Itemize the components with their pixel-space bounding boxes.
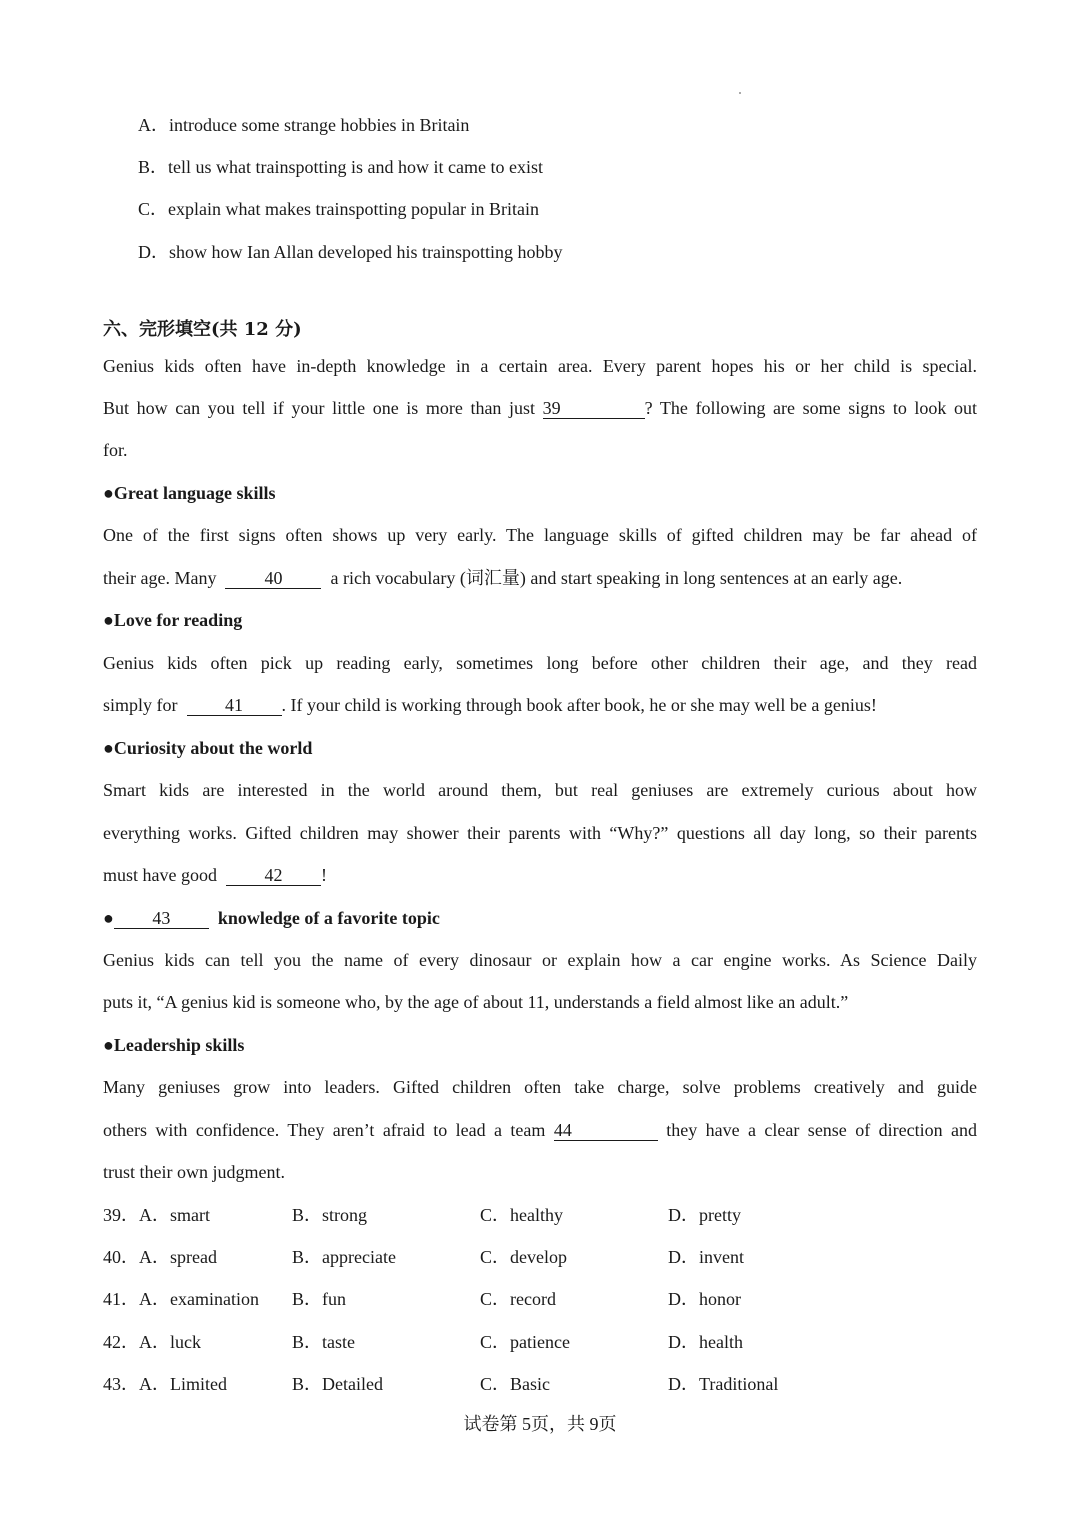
scan-dot	[739, 92, 741, 94]
blank-42: 42	[226, 865, 321, 886]
para1-line3: for.	[103, 440, 128, 460]
choice-b: B．fun	[292, 1289, 346, 1309]
choice-c: C．healthy	[480, 1205, 563, 1225]
blank-40: 40	[225, 568, 321, 589]
choice-c: C．develop	[480, 1247, 567, 1267]
para1-line2: But how can you tell if your little one is more than just 39 ? The following are some signs to look out	[103, 398, 977, 418]
para5-line2: puts it, “A genius kid is someone who, by the age of about 11, understands a field almost like an adult.”	[103, 992, 849, 1012]
section-title: 六、完形填空(共 12 分)	[103, 319, 302, 340]
question-42: 42． A．luck B．taste C．patience D．health	[103, 1332, 743, 1352]
blank-44: 44	[554, 1120, 658, 1141]
choice-a: A．Limited	[139, 1374, 227, 1394]
choice-b: B．strong	[292, 1205, 368, 1225]
para3-line2: simply for 41 . If your child is working through book after book, he or she may well be a genius!	[103, 695, 877, 715]
choice-a: A．smart	[139, 1205, 210, 1225]
para1-line1: Genius kids often have in-depth knowledge in a certain area. Every parent hopes his or her child is special.	[103, 356, 977, 376]
heading-leadership: ●Leadership skills	[103, 1035, 245, 1055]
question-41: 41． A．examination B．fun C．record D．honor	[103, 1289, 741, 1309]
choice-c: C．Basic	[480, 1374, 550, 1394]
choice-d: D．Traditional	[668, 1374, 779, 1394]
option-d: D．show how Ian Allan developed his trainspotting hobby	[138, 242, 563, 262]
question-40: 40． A．spread B．appreciate C．develop D．invent	[103, 1247, 744, 1267]
para4-line3: must have good 42 !	[103, 865, 327, 885]
page-footer: 试卷第 5页，共 9页	[463, 1414, 617, 1434]
choice-a: A．luck	[139, 1332, 201, 1352]
choice-c: C．patience	[480, 1332, 570, 1352]
blank-41: 41	[187, 695, 282, 716]
para4-line1: Smart kids are interested in the world around them, but real geniuses are extremely curious about how	[103, 780, 977, 800]
para3-line1: Genius kids often pick up reading early, sometimes long before other children their age, and they read	[103, 653, 977, 673]
heading-knowledge: ● 43 knowledge of a favorite topic	[103, 908, 440, 928]
heading-reading: ●Love for reading	[103, 610, 243, 630]
para6-line2: others with confidence. They aren’t afraid to lead a team 44 they have a clear sense of direction and	[103, 1120, 978, 1140]
question-39: 39． A．smart B．strong C．healthy D．pretty	[103, 1205, 741, 1225]
blank-43: 43	[114, 908, 209, 929]
choice-b: B．taste	[292, 1332, 355, 1352]
choice-b: B．Detailed	[292, 1374, 383, 1394]
option-b: B．tell us what trainspotting is and how it came to exist	[138, 157, 543, 177]
para5-line1: Genius kids can tell you the name of every dinosaur or explain how a car engine works. As Science Daily	[103, 950, 977, 970]
para2-line1: One of the first signs often shows up very early. The language skills of gifted children may be far ahead of	[103, 525, 977, 545]
choice-c: C．record	[480, 1289, 556, 1309]
choice-a: A．examination	[139, 1289, 259, 1309]
choice-b: B．appreciate	[292, 1247, 396, 1267]
option-c: C．explain what makes trainspotting popular in Britain	[138, 199, 539, 219]
choice-a: A．spread	[139, 1247, 217, 1267]
para6-line1: Many geniuses grow into leaders. Gifted children often take charge, solve problems creatively and guide	[103, 1077, 977, 1097]
choice-d: D．honor	[668, 1289, 741, 1309]
option-a: A．introduce some strange hobbies in Britain	[138, 115, 470, 135]
heading-curiosity: ●Curiosity about the world	[103, 738, 313, 758]
para6-line3: trust their own judgment.	[103, 1162, 285, 1182]
choice-d: D．health	[668, 1332, 743, 1352]
para4-line2: everything works. Gifted children may shower their parents with “Why?” questions all day long, so their parents	[103, 823, 977, 843]
heading-language: ●Great language skills	[103, 483, 276, 503]
para2-line2: their age. Many 40 a rich vocabulary (词汇量) and start speaking in long sentences at an early age.	[103, 568, 903, 588]
blank-39: 39	[543, 398, 645, 419]
question-43: 43． A．Limited B．Detailed C．Basic D．Traditional	[103, 1374, 779, 1394]
choice-d: D．pretty	[668, 1205, 741, 1225]
choice-d: D．invent	[668, 1247, 744, 1267]
